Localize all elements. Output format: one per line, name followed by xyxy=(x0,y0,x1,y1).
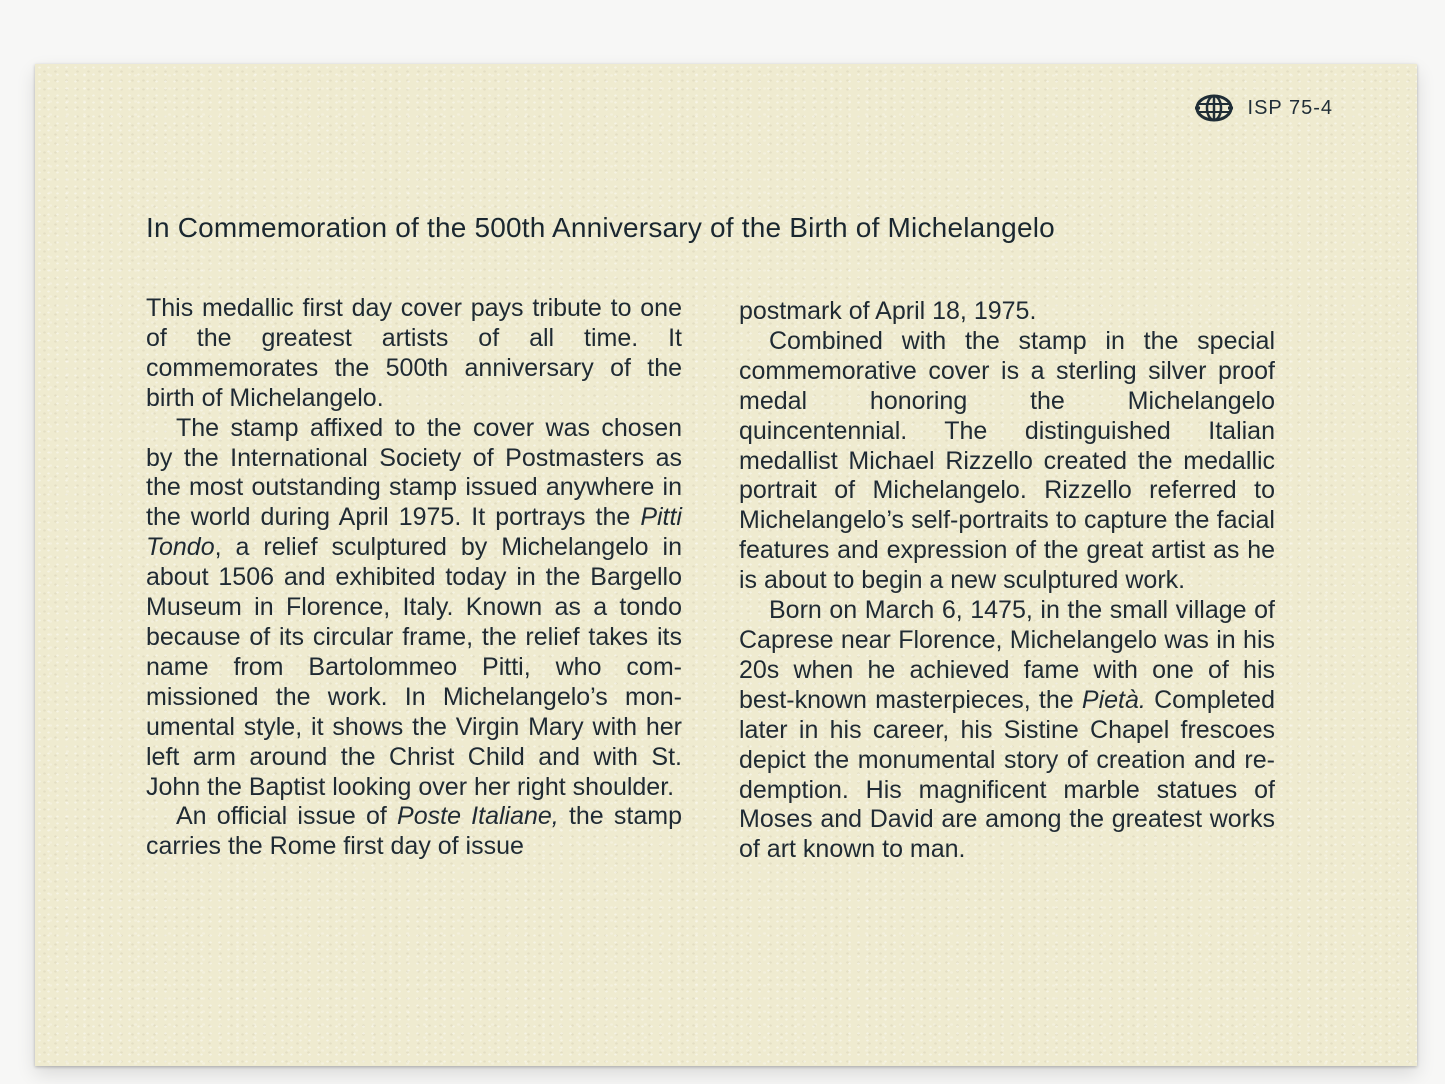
paragraph-official-issue-text-b: the stamp carries the Rome first day of issue xyxy=(146,802,683,861)
paragraph-stamp xyxy=(146,414,682,803)
page-title: In Commemoration of the 500th Anniversary of the Birth of Michelangelo xyxy=(146,212,1055,243)
first-day-cover-insert-card xyxy=(35,64,1417,1066)
paragraph-intro: This medallic first day cover pays tribute to one of the greatest artists of all time. It commemorates the 500th anniversary of the birth of Michelangelo. xyxy=(146,294,682,412)
pitti-tondo-italic: Pitti Tondo xyxy=(146,503,682,562)
poste-italiane-italic: Poste Italiane, xyxy=(397,802,559,831)
paragraph-official-issue-text-a: An official issue of xyxy=(176,802,398,831)
paragraph-medal: Combined with the stamp in the special commemorative cover is a sterling silver proof medal honoring the Michelangelo quincentennial. The distinguished Italian medallist Michael Rizzello created the medallic portrait of Michelangelo. Rizzello referred to Michelangelo’s self-portraits to capture the facial features and expression of the great artist as he is about to begin a new sculptured work. xyxy=(739,326,1275,595)
isp-globe-logo-icon xyxy=(1194,94,1234,122)
paragraph-stamp-text-a: The stamp affixed to the cover was chosen by the International Society of Postmasters as the most outstanding stamp issued anywhere in the world during April 1975. It portrays the xyxy=(146,413,682,532)
pieta-italic: Pietà. xyxy=(1081,685,1146,714)
paragraph-biography xyxy=(739,596,1275,865)
catalog-code: ISP 75-4 xyxy=(1247,96,1333,119)
paragraph-biography-text-a: Born on March 6, 1475, in the small village of Caprese near Florence, Michelangelo was in his 20s when he achieved fame with one of his best-known masterpieces, the xyxy=(739,596,1275,714)
paragraph-biography-text-b: Completed later in his career, his Sistine Chapel frescoes depict the monumental story of creation and redemption. His magnificent marble statues of Moses and David are among the greatest works of art known to man. xyxy=(739,685,1275,864)
catalog-header xyxy=(1194,94,1333,122)
paragraph-postmark-continuation: postmark of April 18, 1975. xyxy=(739,297,1037,325)
right-text-column xyxy=(739,297,1275,865)
paragraph-official-issue xyxy=(146,802,682,862)
paragraph-stamp-text-b: , a relief sculptured by Michelangelo in about 1506 and exhibited today in the Bargello Museum in Florence, Italy. Known as a tondo because of its circular frame, the relief takes its name from Bartolommeo Pitti, who commissioned the work. In Michelangelo’s monumental style, it shows the Virgin Mary with her left arm around the Christ Child and with St. John the Baptist looking over her right shoulder. xyxy=(146,533,682,801)
left-text-column xyxy=(146,294,682,862)
